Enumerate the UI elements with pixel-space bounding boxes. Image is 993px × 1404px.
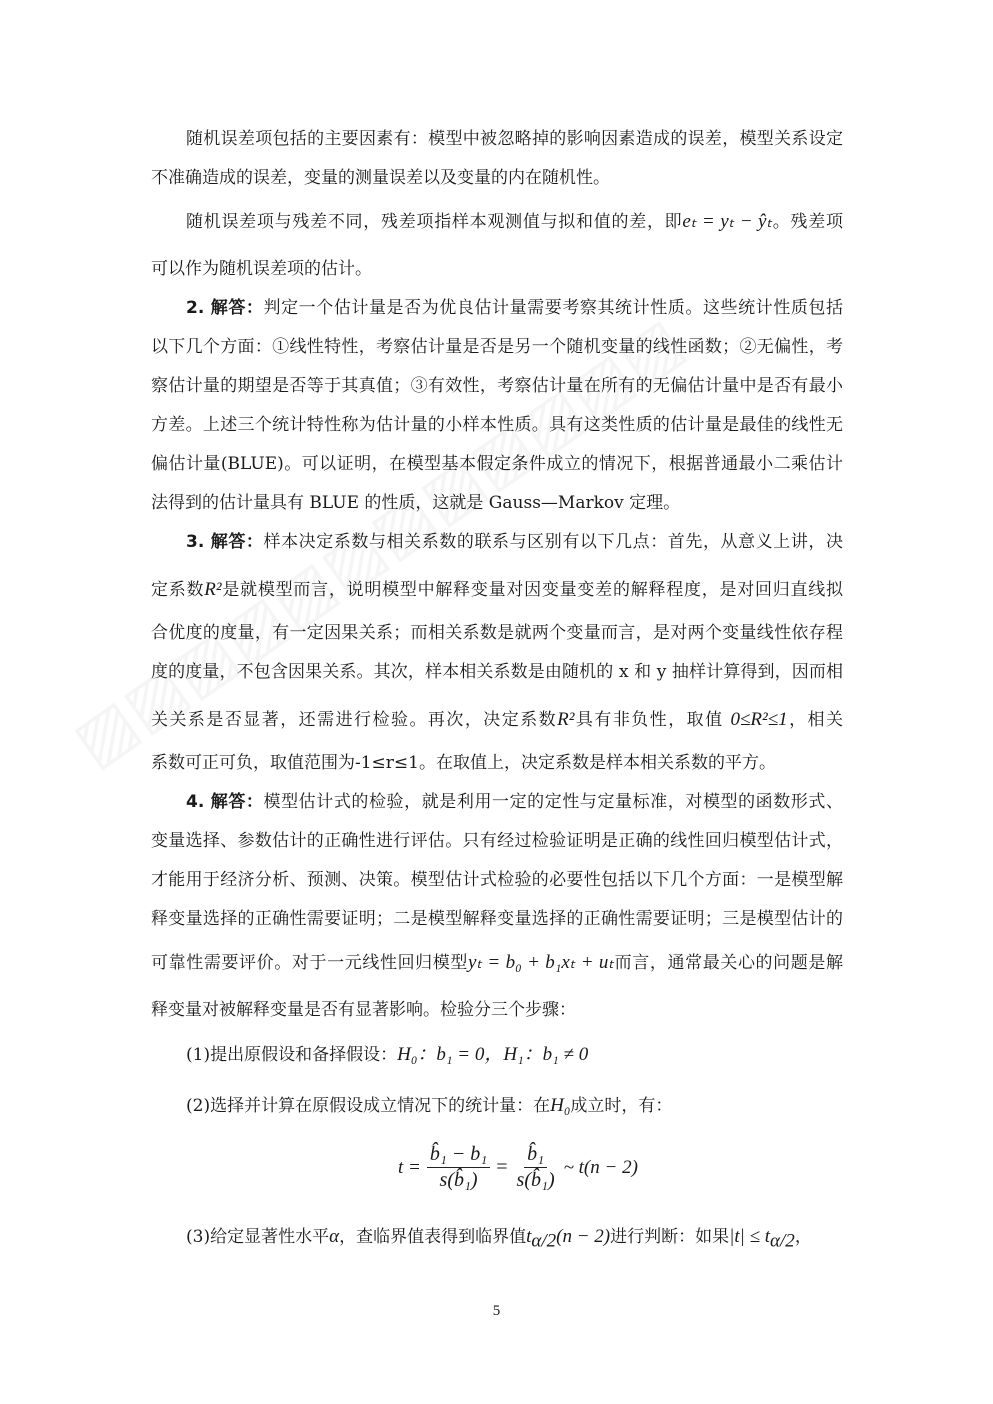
text: (2)选择并计算在原假设成立情况下的统计量：在 bbox=[186, 1096, 551, 1116]
text: 可靠性需要评价。对于一元线性回归模型 bbox=[151, 953, 469, 973]
paragraph-line bbox=[151, 210, 843, 234]
denominator: s(b̂₁) bbox=[439, 1169, 478, 1191]
text: 样本决定系数与相关系数的联系与区别有以下几点：首先，从意义上讲，决 bbox=[263, 532, 843, 552]
text: 判定一个估计量是否为优良估计量需要考察其统计性质。这些统计性质包括 bbox=[263, 298, 843, 318]
text: ，相关 bbox=[787, 710, 844, 730]
paragraph-line: 方差。上述三个统计特性称为估计量的小样本性质。具有这类性质的估计量是最佳的线性无 bbox=[151, 415, 843, 435]
denominator: s(b̂₁) bbox=[516, 1169, 555, 1191]
distribution: ~ t(n − 2) bbox=[563, 1156, 638, 1178]
text: 关关系是否显著，还需进行检验。再次，决定系数 bbox=[151, 710, 558, 730]
step-2 bbox=[186, 1094, 878, 1118]
answer-label: 2. 解答： bbox=[186, 298, 264, 318]
paragraph-line bbox=[151, 578, 843, 602]
text: 定系数 bbox=[151, 580, 205, 600]
abs-t-condition: |t| ≤ t bbox=[729, 1226, 771, 1247]
text: 随机误差项与残差不同，残差项指样本观测值与拟和值的差，即 bbox=[186, 212, 683, 232]
text: 具有非负性，取值 bbox=[574, 710, 724, 730]
t-statistic-formula bbox=[398, 1143, 638, 1192]
alpha: α bbox=[329, 1226, 340, 1247]
critical-t-subscript: α/2 bbox=[770, 1230, 795, 1252]
paragraph-line bbox=[151, 708, 843, 732]
numerator: b̂₁ − b₁ bbox=[427, 1143, 490, 1168]
paragraph-line bbox=[151, 296, 843, 320]
critical-t-subscript: α/2 bbox=[531, 1230, 557, 1252]
paragraph-line: 变量选择、参数估计的正确性进行评估。只有经过检验证明是正确的线性回归模型估计式， bbox=[151, 831, 843, 851]
paragraph-line bbox=[151, 530, 843, 554]
paragraph-line: 偏估计量(BLUE)。可以证明，在模型基本假定条件成立的情况下，根据普通最小二乘估计 bbox=[151, 454, 843, 474]
paragraph-line: 系数可正可负，取值范围为-1≤r≤1。在取值上，决定系数是样本相关系数的平方。 bbox=[151, 753, 776, 773]
hypotheses: H₀：b₁ = 0，H₁：b₁ ≠ 0 bbox=[397, 1044, 589, 1065]
text: (3)给定显著性水平 bbox=[186, 1227, 330, 1247]
paragraph-line: 可以作为随机误差项的估计。 bbox=[151, 259, 372, 279]
text: 是就模型而言，说明模型中解释变量对因变量变差的解释程度，是对回归直线拟 bbox=[221, 580, 843, 600]
critical-t: t bbox=[526, 1226, 532, 1247]
r-squared: R² bbox=[557, 709, 575, 730]
residual-formula: eₜ = yₜ − ŷₜ bbox=[682, 211, 773, 232]
regression-model: yₜ = b₀ + b₁xₜ + uₜ bbox=[468, 952, 615, 973]
text: 成立时，有： bbox=[570, 1096, 673, 1116]
critical-t-arg: (n − 2) bbox=[556, 1226, 611, 1247]
text: 进行判断：如果 bbox=[610, 1227, 730, 1247]
step-1 bbox=[186, 1043, 878, 1067]
paragraph-line: 法得到的估计量具有 BLUE 的性质，这就是 Gauss—Markov 定理。 bbox=[151, 493, 681, 513]
page-number: 5 bbox=[492, 1303, 501, 1319]
paragraph-line: 度的度量，不包含因果关系。其次，样本相关系数是由随机的 x 和 y 抽样计算得到，因而相 bbox=[151, 662, 843, 682]
text: 。残差项 bbox=[772, 212, 843, 232]
text: ， bbox=[794, 1227, 812, 1247]
paragraph-line: 不准确造成的误差，变量的测量误差以及变量的内在随机性。 bbox=[151, 168, 610, 188]
text: 模型估计式的检验，就是利用一定的定性与定量标准，对模型的函数形式、 bbox=[263, 792, 843, 812]
text: (1)提出原假设和备择假设： bbox=[186, 1045, 398, 1065]
paragraph-line: 察估计量的期望是否等于其真值；③有效性，考察估计量在所有的无偏估计量中是否有最小 bbox=[151, 376, 843, 396]
answer-label: 4. 解答： bbox=[186, 792, 264, 812]
numerator: b̂₁ bbox=[524, 1143, 547, 1168]
fraction bbox=[514, 1143, 558, 1192]
paragraph-line bbox=[151, 951, 843, 975]
formula-lhs: t = bbox=[398, 1156, 421, 1178]
paragraph-line: 释变量对被解释变量是否有显著影响。检验分三个步骤： bbox=[151, 1000, 576, 1020]
equals: = bbox=[496, 1156, 508, 1178]
h0: H₀ bbox=[550, 1095, 571, 1116]
fraction bbox=[427, 1143, 490, 1192]
paragraph-line: 以下几个方面：①线性特性，考察估计量是否是另一个随机变量的线性函数；②无偏性，考 bbox=[151, 337, 843, 357]
paragraph-line: 才能用于经济分析、预测、决策。模型估计式检验的必要性包括以下几个方面：一是模型解 bbox=[151, 870, 843, 890]
text: ，查临界值表得到临界值 bbox=[339, 1227, 527, 1247]
answer-label: 3. 解答： bbox=[186, 532, 264, 552]
r-squared: R² bbox=[204, 579, 222, 600]
paragraph-line: 合优度的度量，有一定因果关系；而相关系数是就两个变量而言，是对两个变量线性依存程 bbox=[151, 623, 843, 643]
step-3 bbox=[186, 1225, 878, 1253]
paragraph-line bbox=[151, 790, 843, 814]
text: 而言，通常最关心的问题是解 bbox=[614, 953, 844, 973]
paragraph-line: 释变量选择的正确性需要证明；二是模型解释变量选择的正确性需要证明；三是模型估计的 bbox=[151, 909, 843, 929]
paragraph-line: 随机误差项包括的主要因素有：模型中被忽略掉的影响因素造成的误差，模型关系设定 bbox=[186, 129, 843, 149]
r-squared-range: 0≤R²≤1 bbox=[730, 709, 788, 730]
